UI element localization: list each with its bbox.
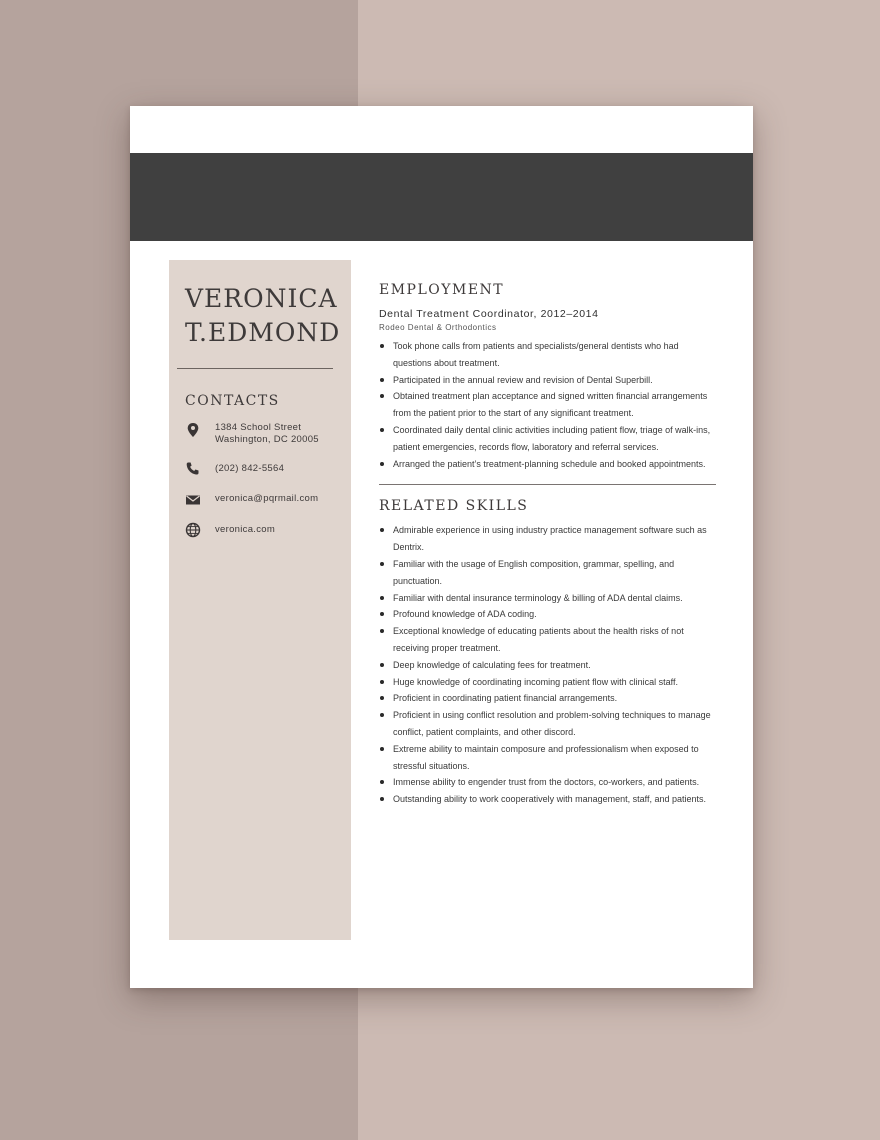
header-band <box>130 153 753 241</box>
list-item: Familiar with the usage of English composition, grammar, spelling, and punctuation. <box>379 556 716 590</box>
list-item: Immense ability to engender trust from the doctors, co-workers, and patients. <box>379 774 716 791</box>
list-item: Deep knowledge of calculating fees for treatment. <box>379 657 716 674</box>
resume-sheet <box>130 106 753 988</box>
skills-heading: RELATED SKILLS <box>379 498 529 515</box>
contact-website <box>185 522 345 538</box>
skills-section <box>379 498 716 808</box>
list-item: Profound knowledge of ADA coding. <box>379 606 716 623</box>
list-item: Outstanding ability to work cooperatively with management, staff, and patients. <box>379 791 716 808</box>
list-item: Proficient in coordinating patient financial arrangements. <box>379 690 716 707</box>
section-divider <box>379 484 716 485</box>
contact-email <box>185 492 345 508</box>
address-text <box>215 422 345 445</box>
employment-heading: EMPLOYMENT <box>379 282 505 298</box>
company-name: Rodeo Dental & Orthodontics <box>379 323 497 332</box>
list-item: Coordinated daily dental clinic activities including patient flow, triage of walk-ins, patient emergencies, records flow, laboratory and referral services. <box>379 422 716 456</box>
globe-icon <box>185 522 201 538</box>
employment-bullets <box>379 338 716 472</box>
phone-icon <box>185 461 201 477</box>
list-item: Obtained treatment plan acceptance and signed written financial arrangements from the patient prior to the start of any significant treatment. <box>379 388 716 422</box>
employment-section <box>379 282 716 472</box>
address-line-1: 1384 School Street <box>215 422 302 433</box>
name-line-first: VERONICA <box>185 284 338 313</box>
list-item: Familiar with dental insurance terminology & billing of ADA dental claims. <box>379 590 716 607</box>
sidebar <box>169 260 351 940</box>
list-item: Extreme ability to maintain composure and professionalism when exposed to stressful situations. <box>379 741 716 775</box>
address-line-2: Washington, DC 20005 <box>215 433 319 445</box>
job-title: Dental Treatment Coordinator, 2012–2014 <box>379 308 599 320</box>
list-item: Arranged the patient’s treatment-planning schedule and booked appointments. <box>379 456 716 473</box>
list-item: Proficient in using conflict resolution and problem-solving techniques to manage conflict, patient complaints, and other discord. <box>379 707 716 741</box>
map-pin-icon <box>185 422 201 438</box>
name-line-last: T.EDMOND <box>185 318 341 347</box>
contact-address <box>185 422 345 446</box>
list-item: Participated in the annual review and revision of Dental Superbill. <box>379 372 716 389</box>
main-content <box>379 282 716 808</box>
list-item: Admirable experience in using industry practice management software such as Dentrix. <box>379 522 716 556</box>
list-item: Exceptional knowledge of educating patients about the health risks of not receiving proper treatment. <box>379 623 716 657</box>
skills-bullets <box>379 522 716 808</box>
contacts-heading: CONTACTS <box>185 393 280 409</box>
sidebar-divider <box>177 368 333 369</box>
candidate-name <box>185 282 350 350</box>
envelope-icon <box>185 492 201 508</box>
website-text: veronica.com <box>215 524 276 535</box>
list-item: Huge knowledge of coordinating incoming patient flow with clinical staff. <box>379 674 716 691</box>
phone-text: (202) 842-5564 <box>215 463 285 474</box>
list-item: Took phone calls from patients and specialists/general dentists who had questions about treatment. <box>379 338 716 372</box>
contact-phone <box>185 461 345 477</box>
email-text: veronica@pqrmail.com <box>215 493 319 504</box>
